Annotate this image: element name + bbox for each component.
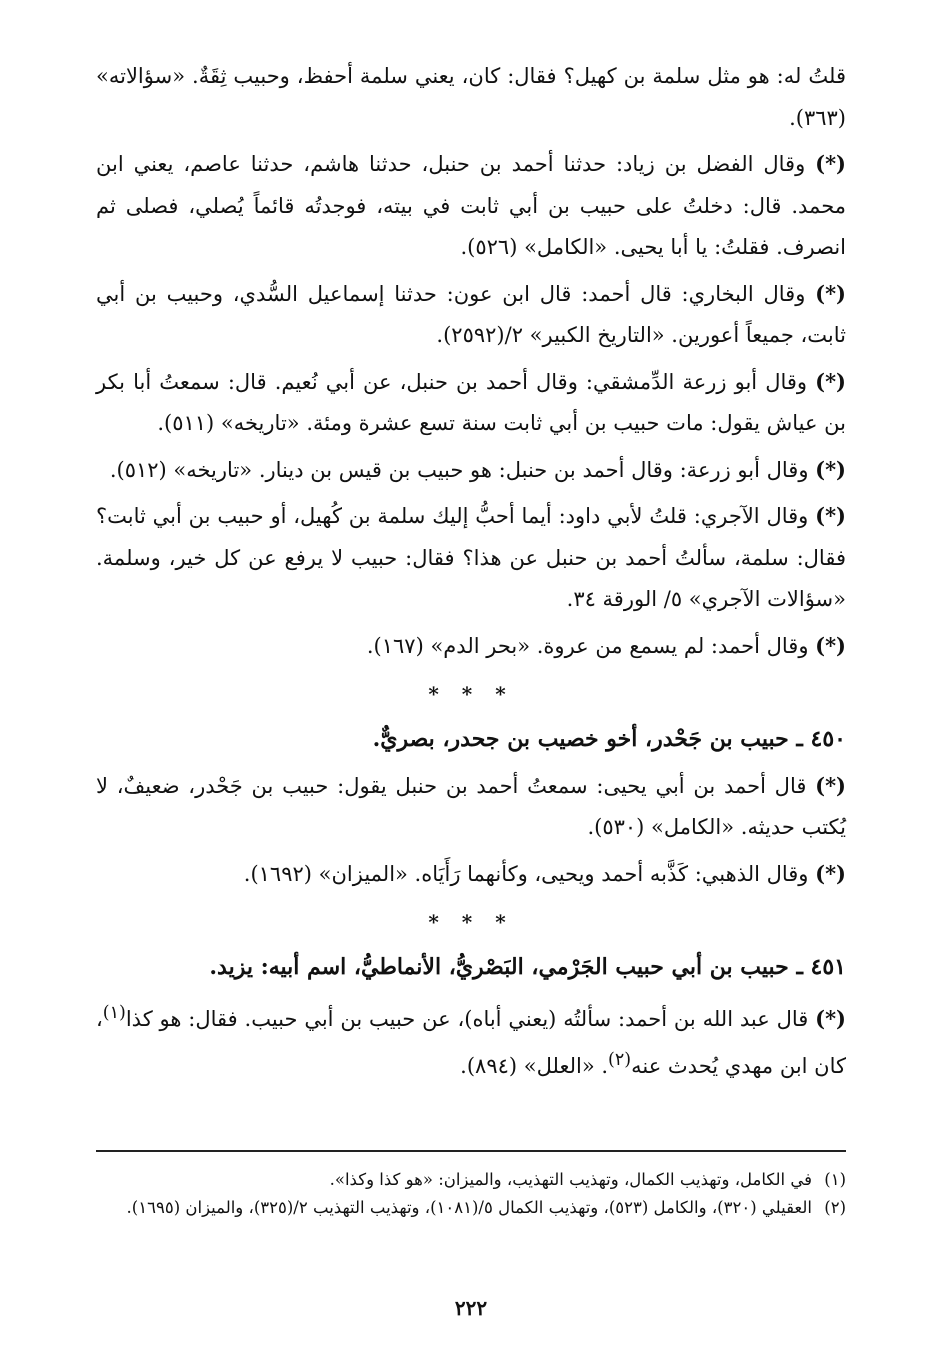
- footnotes: [96, 1166, 846, 1222]
- paragraph: [96, 853, 846, 896]
- asterisk-marker: (*): [815, 503, 846, 528]
- page-number: ٢٢٢: [454, 1296, 488, 1320]
- paragraph-text: وقال أبو زرعة الدِّمشقي: وقال أحمد بن حنبل، عن أبي نُعيم. قال: سمعتُ أبا بكر بن عياش يقول: مات حبيب بن أبي ثابت سنة تسع عشرة ومئة. «تاريخه» (٥١١).: [96, 369, 846, 435]
- paragraph-text: وقال الفضل بن زياد: حدثنا أحمد بن حنبل، حدثنا هاشم، حدثنا عاصم، يعني ابن محمد. قال: دخلتُ على حبيب بن أبي ثابت في بيته، فوجدتُه قائماً يُصلي، فصلى ثم انصرف. فقلتُ: يا أبا يحيى. «الكامل» (٥٢٦).: [96, 152, 846, 259]
- footnote: [96, 1166, 846, 1194]
- asterisk-marker: (*): [815, 860, 846, 886]
- paragraph: [96, 765, 846, 849]
- footnote-ref: (١): [102, 1002, 126, 1023]
- asterisk-marker: (*): [815, 456, 846, 482]
- paragraph-text: وقال الآجري: قلتُ لأبي داود: أيما أحبُّ إليك سلمة بن كُهيل، أو حبيب بن أبي ثابت؟ فقال: سلمة، سألتُ أحمد بن حنبل عن هذا؟ فقال: حبيب لا يرفع عن كل خير، وسلمة. «سؤالات الآجري» ٥/ الورقة ٣٤.: [96, 504, 846, 611]
- paragraph: [96, 625, 846, 668]
- paragraph: [96, 495, 846, 621]
- paragraph-text: ، كان ابن مهدي يُحدث عنه: [96, 1006, 846, 1078]
- footnote-text: العقيلي (٣٢٠)، والكامل (٥٢٣)، وتهذيب الكمال ٥/(١٠٨١)، وتهذيب التهذيب ٢/(٣٢٥)، والميزان (١٦٩٥).: [126, 1198, 812, 1217]
- asterisk-marker: (*): [815, 368, 846, 394]
- paragraph-text: قال أحمد بن أبي يحيى: سمعتُ أحمد بن حنبل يقول: حبيب بن جَحْدر، ضعيفٌ، لا يُكتب حديثه. «الكامل» (٥٣٠).: [96, 773, 846, 839]
- section-separator: * * *: [428, 910, 514, 934]
- paragraph: [96, 273, 846, 357]
- paragraph: [96, 361, 846, 445]
- paragraph: [96, 143, 846, 269]
- main-text: [96, 56, 846, 1092]
- paragraph: [96, 449, 846, 492]
- paragraph: [96, 56, 846, 139]
- asterisk-marker: (*): [815, 280, 846, 306]
- footnote-ref: (٢): [608, 1050, 632, 1070]
- paragraph-text: وقال الذهبي: كَذَّبه أحمد ويحيى، وكأنهما رَأَيَاه. «الميزان» (١٦٩٢).: [243, 861, 816, 886]
- footnote-number: (١): [824, 1170, 846, 1189]
- paragraph-text: وقال أحمد: لم يسمع من عروة. «بحر الدم» (١٦٧).: [366, 633, 816, 658]
- asterisk-marker: (*): [815, 151, 846, 176]
- footnote: [96, 1194, 846, 1222]
- asterisk-marker: (*): [815, 632, 846, 658]
- paragraph-text: قال عبد الله بن أحمد: سألتُه (يعني أباه)، عن حبيب بن أبي حبيب. فقال: هو كذا: [125, 1006, 816, 1031]
- footnote-text: في الكامل، وتهذيب الكمال، وتهذيب التهذيب، والميزان: «هو كذا وكذا».: [329, 1170, 812, 1189]
- paragraph-text: قلتُ له: هو مثل سلمة بن كهيل؟ فقال: كان، يعني سلمة أحفظ، وحبيب ثِقَةٌ. «سؤالاته» (٣٦٣).: [96, 64, 846, 130]
- paragraph-text: . «العلل» (٨٩٤).: [460, 1054, 609, 1078]
- footnote-number: (٢): [824, 1198, 846, 1217]
- entry-heading-450: ٤٥٠ ـ حبيب بن جَحْدر، أخو خصيب بن جحدر، بصريٌّ.: [372, 726, 846, 752]
- asterisk-marker: (*): [815, 1005, 846, 1031]
- footnote-divider: [96, 1150, 846, 1152]
- paragraph-text: وقال أبو زرعة: وقال أحمد بن حنبل: هو حبيب بن قيس بن دينار. «تاريخه» (٥١٢).: [109, 457, 816, 482]
- entry-heading-451: ٤٥١ ـ حبيب بن أبي حبيب الجَرْمي، البَصْريُّ، الأنماطيُّ، اسم أبيه: يزيد.: [209, 954, 846, 980]
- paragraph-text: وقال البخاري: قال أحمد: قال ابن عون: حدثنا إسماعيل السُّدي، وحبيب بن أبي ثابت، جميعاً أعورين. «التاريخ الكبير» ٢/(٢٥٩٢).: [96, 281, 846, 347]
- asterisk-marker: (*): [815, 772, 846, 798]
- section-separator: * * *: [428, 682, 514, 706]
- paragraph: [96, 993, 846, 1088]
